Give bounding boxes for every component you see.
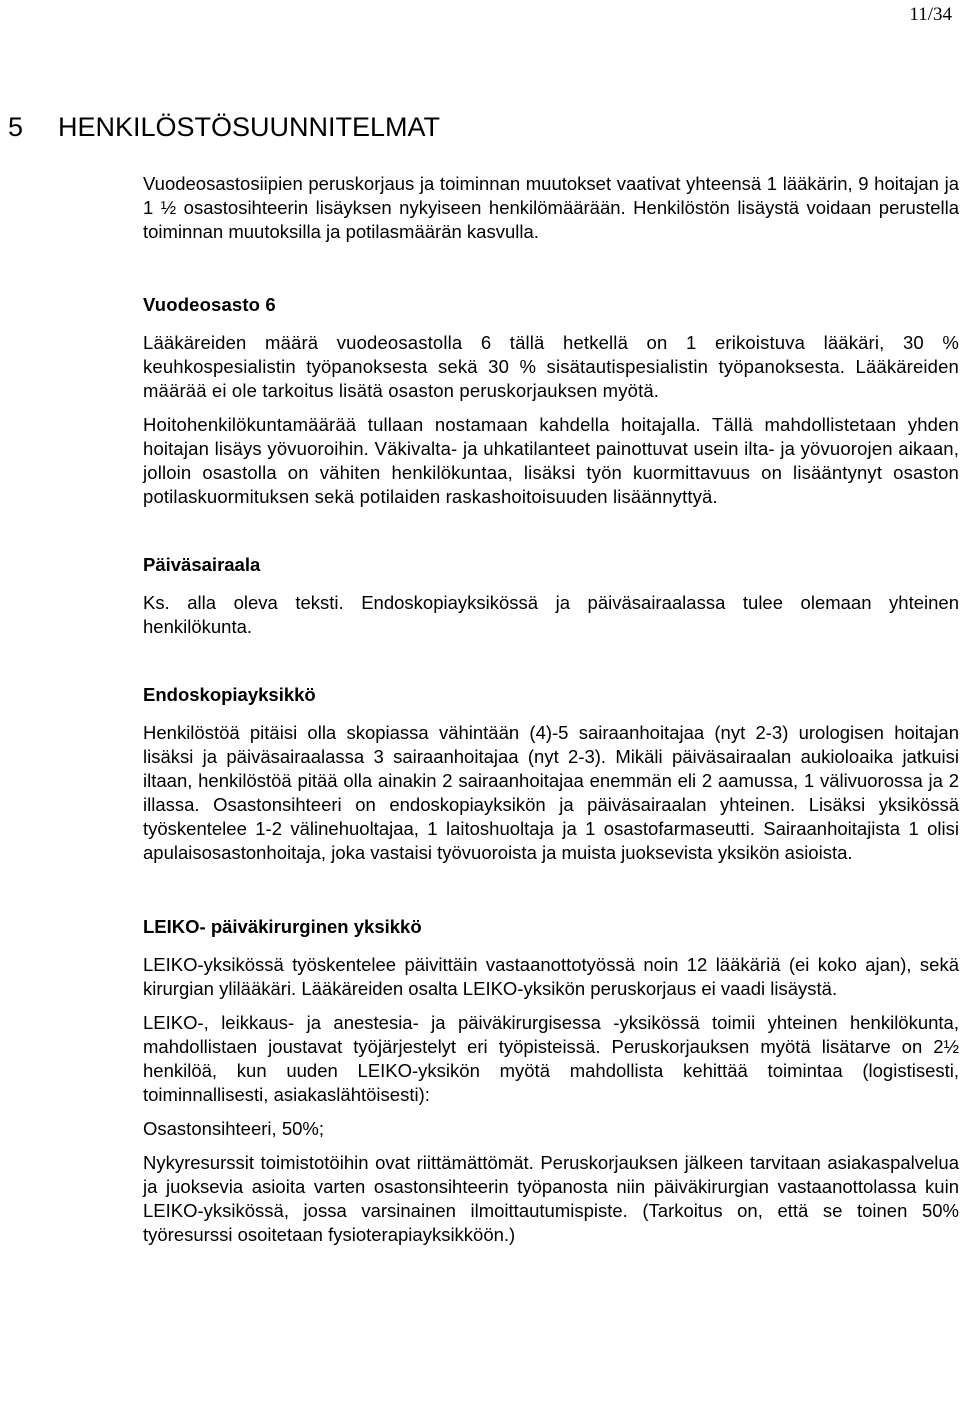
section-endoskopiayksikko [143, 683, 959, 865]
section-heading: Päiväsairaala [143, 554, 261, 575]
paragraph: Hoitohenkilökuntamäärää tullaan nostamaan kahdella hoitajalla. Tällä mahdollistetaan yhden hoitajan lisäys yövuoroihin. Väkivalta- ja uhkatilanteet painottuvat usein ilta- ja yövuorojen aikaan, jolloin osastolla on vähiten henkilökuntaa, lisäksi työn kuormittavuus on lisääntynyt osaston potilaskuormituksen sekä potilaiden raskashoitoisuuden lisäännyttyä. [143, 414, 959, 507]
section-heading: Vuodeosasto 6 [143, 294, 276, 315]
section-heading: Endoskopiayksikkö [143, 684, 316, 705]
paragraph: LEIKO-yksikössä työskentelee päivittäin vastaanottotyössä noin 12 lääkäriä (ei koko ajan), sekä kirurgian ylilääkäri. Lääkäreiden osalta LEIKO-yksikön peruskorjaus ei vaadi lisäystä. [143, 954, 959, 999]
section-vuodeosasto-6 [143, 293, 959, 509]
section-leiko [143, 915, 959, 1247]
chapter-number: 5 [8, 112, 24, 143]
page-number: 11/34 [909, 4, 952, 25]
paragraph: LEIKO-, leikkaus- ja anestesia- ja päiväkirurgisessa -yksikössä toimii yhteinen henkilökunta, mahdollistaen joustavat työjärjestelyt eri työpisteissä. Peruskorjauksen myötä lisätarve on 2½ henkilöä, kun uuden LEIKO-yksikön myötä mahdollista kehittää toimintaa (logistisesti, toiminnallisesti, asiakaslähtöisesti): [143, 1012, 959, 1105]
section-heading: LEIKO- päiväkirurginen yksikkö [143, 916, 422, 937]
paragraph: Lääkäreiden määrä vuodeosastolla 6 tällä hetkellä on 1 erikoistuva lääkäri, 30 % keuhkospesialistin työpanoksesta sekä 30 % sisätautispesialistin työpanoksesta. Lääkäreiden määrää ei ole tarkoitus lisätä osaston peruskorjauksen myötä. [143, 332, 959, 401]
chapter-title: HENKILÖSTÖSUUNNITELMAT [58, 112, 441, 143]
chapter-heading [8, 112, 440, 143]
paragraph: Nykyresurssit toimistotöihin ovat riittämättömät. Peruskorjauksen jälkeen tarvitaan asiakaspalvelua ja juoksevia asioita varten osastonsihteerin työpanosta niin päiväkirurgian vastaanottolassa kuin LEIKO-yksikössä, jossa varsinainen ilmoittautumispiste. (Tarkoitus on, että se toinen 50% työresurssi osoitetaan fysioterapiayksikköön.) [143, 1152, 959, 1245]
paragraph: Henkilöstöä pitäisi olla skopiassa vähintään (4)-5 sairaanhoitajaa (nyt 2-3) urologisen hoitajan lisäksi ja päiväsairaalassa 3 sairaanhoitajaa (nyt 2-3). Mikäli päiväsairaalan aukioloaika jatkuisi iltaan, henkilöstöä pitää olla ainakin 2 sairaanhoitajaa enemmän eli 2 aamussa, 1 välivuorossa ja 2 illassa. Osastonsihteeri on endoskopiayksikön ja päiväsairaalan yhteinen. Lisäksi yksikössä työskentelee 1-2 välinehuoltajaa, 1 laitoshuoltaja ja 1 osastofarmaseutti. Sairaanhoitajista 1 olisi apulaisosastonhoitaja, joka vastaisi työvuoroista ja muista juoksevista yksikön asioista. [143, 722, 959, 863]
intro-paragraph: Vuodeosastosiipien peruskorjaus ja toiminnan muutokset vaativat yhteensä 1 lääkärin, 9 hoitajan ja 1 ½ osastosihteerin lisäyksen nykyiseen henkilömäärään. Henkilöstön lisäystä voidaan perustella toiminnan muutoksilla ja potilasmäärän kasvulla. [143, 173, 959, 242]
section-paivasairaala [143, 553, 959, 639]
paragraph: Osastonsihteeri, 50%; [143, 1118, 324, 1139]
paragraph: Ks. alla oleva teksti. Endoskopiayksikössä ja päiväsairaalassa tulee olemaan yhteinen henkilökunta. [143, 592, 959, 637]
document-body [143, 172, 959, 1247]
